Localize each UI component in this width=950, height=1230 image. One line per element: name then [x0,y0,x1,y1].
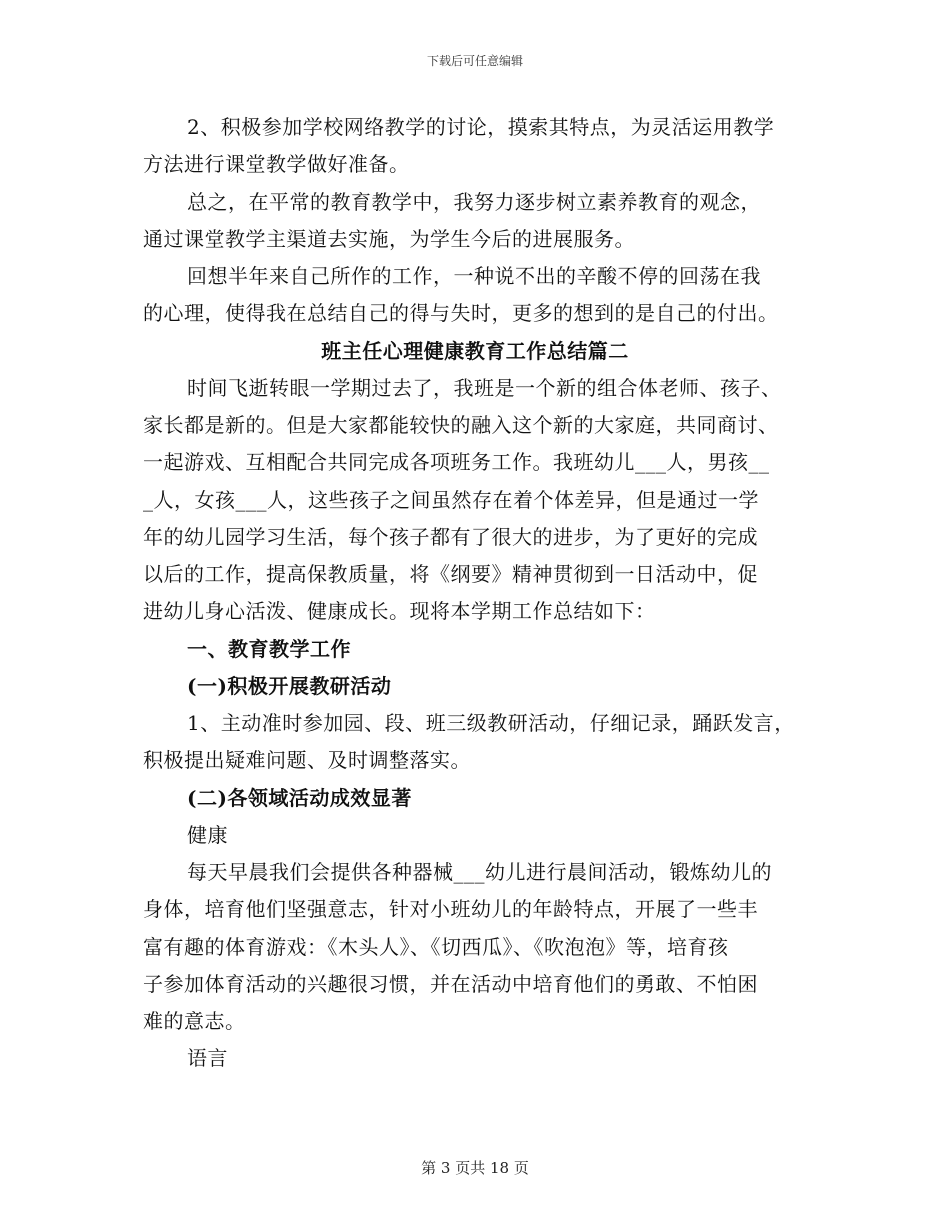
paragraph-line: _人，女孩___人，这些孩子之间虽然存在着个体差异，但是通过一学 [143,488,759,512]
paragraph-line: 身体，培育他们坚强意志，针对小班幼儿的年龄特点，开展了一些丰 [143,897,758,921]
page-header: 下载后可任意编辑 [426,54,523,68]
heading-1: 一、教育教学工作 [187,637,351,661]
paragraph-line: 积极提出疑难问题、及时调整落实。 [143,748,471,772]
paragraph-line: 难的意志。 [143,1009,246,1033]
heading-2: (二)各领域活动成效显著 [187,786,412,810]
paragraph-line: 以后的工作，提高保教质量，将《纲要》精神贯彻到一日活动中，促 [143,562,758,586]
heading-2: (一)积极开展教研活动 [187,674,392,698]
paragraph-line: 每天早晨我们会提供各种器械___幼儿进行晨间活动，锻炼幼儿的 [187,860,772,884]
section-title: 班主任心理健康教育工作总结篇二 [321,339,629,363]
paragraph-line: 回想半年来自己所作的工作，一种说不出的辛酸不停的回荡在我 [187,264,761,288]
paragraph-line: 年的幼儿园学习生活，每个孩子都有了很大的进步，为了更好的完成 [143,525,758,549]
paragraph-line: 进幼儿身心活泼、健康成长。现将本学期工作总结如下： [143,599,656,623]
paragraph-line: 1、主动准时参加园、段、班三级教研活动，仔细记录，踊跃发言， [187,711,795,735]
paragraph-line: 时间飞逝转眼一学期过去了，我班是一个新的组合体老师、孩子、 [187,376,782,400]
subheading: 语言 [187,1046,228,1070]
paragraph-line: 一起游戏、互相配合共同完成各项班务工作。我班幼儿___人，男孩__ [143,450,770,474]
paragraph-line: 总之，在平常的教育教学中，我努力逐步树立素养教育的观念， [187,190,761,214]
paragraph-line: 富有趣的体育游戏：《木头人》、《切西瓜》、《吹泡泡》等，培育孩 [143,935,729,959]
subheading: 健康 [187,823,228,847]
paragraph-line: 的心理，使得我在总结自己的得与失时，更多的想到的是自己的付出。 [143,301,779,325]
paragraph-line: 通过课堂教学主渠道去实施，为学生今后的进展服务。 [143,227,635,251]
paragraph-line: 子参加体育活动的兴趣很习惯，并在活动中培育他们的勇敢、不怕困 [143,972,758,996]
paragraph-line: 家长都是新的。但是大家都能较快的融入这个新的大家庭，共同商讨、 [143,413,779,437]
paragraph-line: 方法进行课堂教学做好准备。 [143,152,410,176]
paragraph-line: 2、积极参加学校网络教学的讨论，摸索其特点，为灵活运用教学 [187,115,775,139]
page-footer: 第 3 页共 18 页 [421,1159,529,1177]
